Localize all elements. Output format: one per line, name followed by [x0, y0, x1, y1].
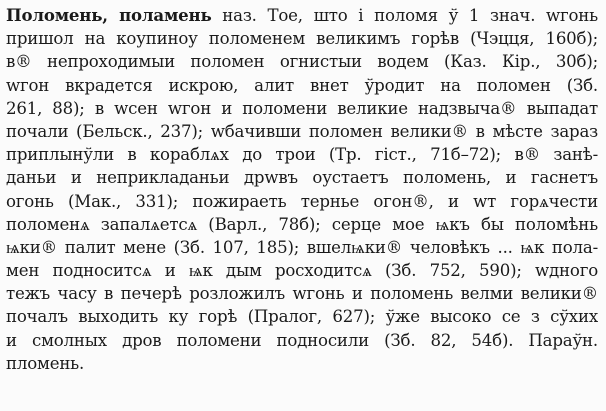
entry-line-6: почали (Бельск., 237); wбачивши поломен велики® в мѣсте зараз	[6, 121, 598, 141]
entry-line-10: поломенѧ запалѧетсѧ (Варл., 78б); серце мое ѩкъ бы поломѣнь	[6, 214, 598, 234]
headword: Поломень, поламень	[6, 5, 212, 25]
entry-line-11: ѩки® палит мене (Зб. 107, 185); вшелѩки® человѣкъ ... ѩк пола-	[6, 237, 598, 257]
entry-line-1-text: наз. Тое, што і поломя ў 1 знач. wгонь	[211, 6, 598, 25]
entry-line-15: и смолных дров поломени подносили (Зб. 82, 54б). Параўн.	[6, 330, 598, 350]
entry-line-1	[6, 4, 598, 27]
dictionary-entry	[6, 4, 598, 375]
entry-line-7: приплынўли в кораблѧх до трои (Тр. гіст., 71б–72); в® занѣ-	[6, 145, 598, 165]
entry-line-16: пломень.	[6, 353, 85, 373]
entry-line-8: даньи и неприкладаньи дрwвъ оустаетъ поломень, и гаснетъ	[6, 168, 598, 188]
entry-line-12: мен подноситсѧ и ѩк дым росходитсѧ (Зб. 752, 590); wдного	[6, 261, 598, 281]
entry-line-5: 261, 88); в wсен wгон и поломени великие надзвыча® выпадат	[6, 98, 598, 118]
entry-line-9: огонь (Мак., 331); пожираеть тернье огон®, и wт горѧчести	[6, 191, 598, 211]
entry-line-3: в® непроходимыи поломен огнистыи водем (Каз. Кір., 30б);	[6, 52, 598, 72]
entry-line-2: пришол на коупиноу поломенем великимъ горѣв (Чэцця, 160б);	[6, 29, 598, 49]
entry-line-13: тежъ часу в печерѣ розложилъ wгонь и поломень велми велики®	[6, 284, 598, 304]
entry-line-4: wгон вкрадется искрою, алит внет ўродит на поломен (Зб.	[6, 75, 598, 95]
entry-line-14: почалъ выходить ку горѣ (Пралог, 627); ўже высоко се з сўхих	[6, 307, 598, 327]
